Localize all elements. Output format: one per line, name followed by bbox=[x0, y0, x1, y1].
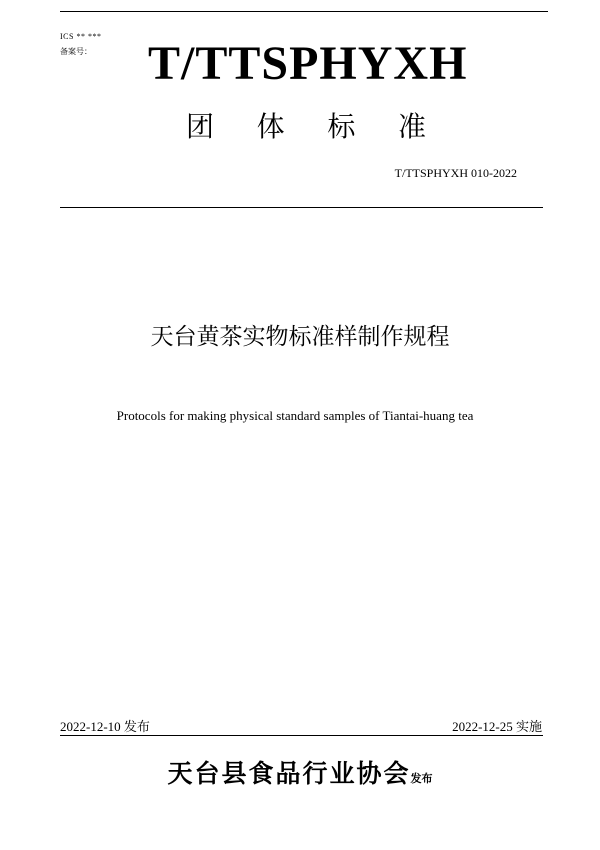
footer-divider bbox=[60, 735, 543, 736]
implement-date: 2022-12-25 实施 bbox=[452, 719, 542, 734]
standard-number: T/TTSPHYXH 010-2022 bbox=[394, 166, 517, 180]
issuer-suffix: 发布 bbox=[410, 772, 433, 785]
standard-type bbox=[186, 110, 426, 144]
publish-date: 2022-12-10 发布 bbox=[60, 719, 150, 734]
standard-code-heading: T/TTSPHYXH bbox=[148, 37, 468, 90]
standard-type-char: 准 bbox=[397, 110, 426, 143]
document-title-english: Protocols for making physical standard samples of Tiantai-huang tea bbox=[116, 408, 474, 423]
top-rule bbox=[60, 11, 548, 12]
standard-type-char: 团 bbox=[186, 110, 215, 143]
standard-type-char: 标 bbox=[327, 110, 356, 143]
ics-code: ICS ** *** bbox=[60, 32, 102, 41]
issuer-name: 天台县食品行业协会 bbox=[167, 759, 411, 788]
issuer-line bbox=[0, 754, 600, 790]
document-title-chinese: 天台黄茶实物标准样制作规程 bbox=[150, 324, 450, 350]
record-number: 备案号： bbox=[60, 47, 92, 56]
header-divider bbox=[60, 207, 543, 208]
standard-type-char: 体 bbox=[256, 110, 285, 143]
